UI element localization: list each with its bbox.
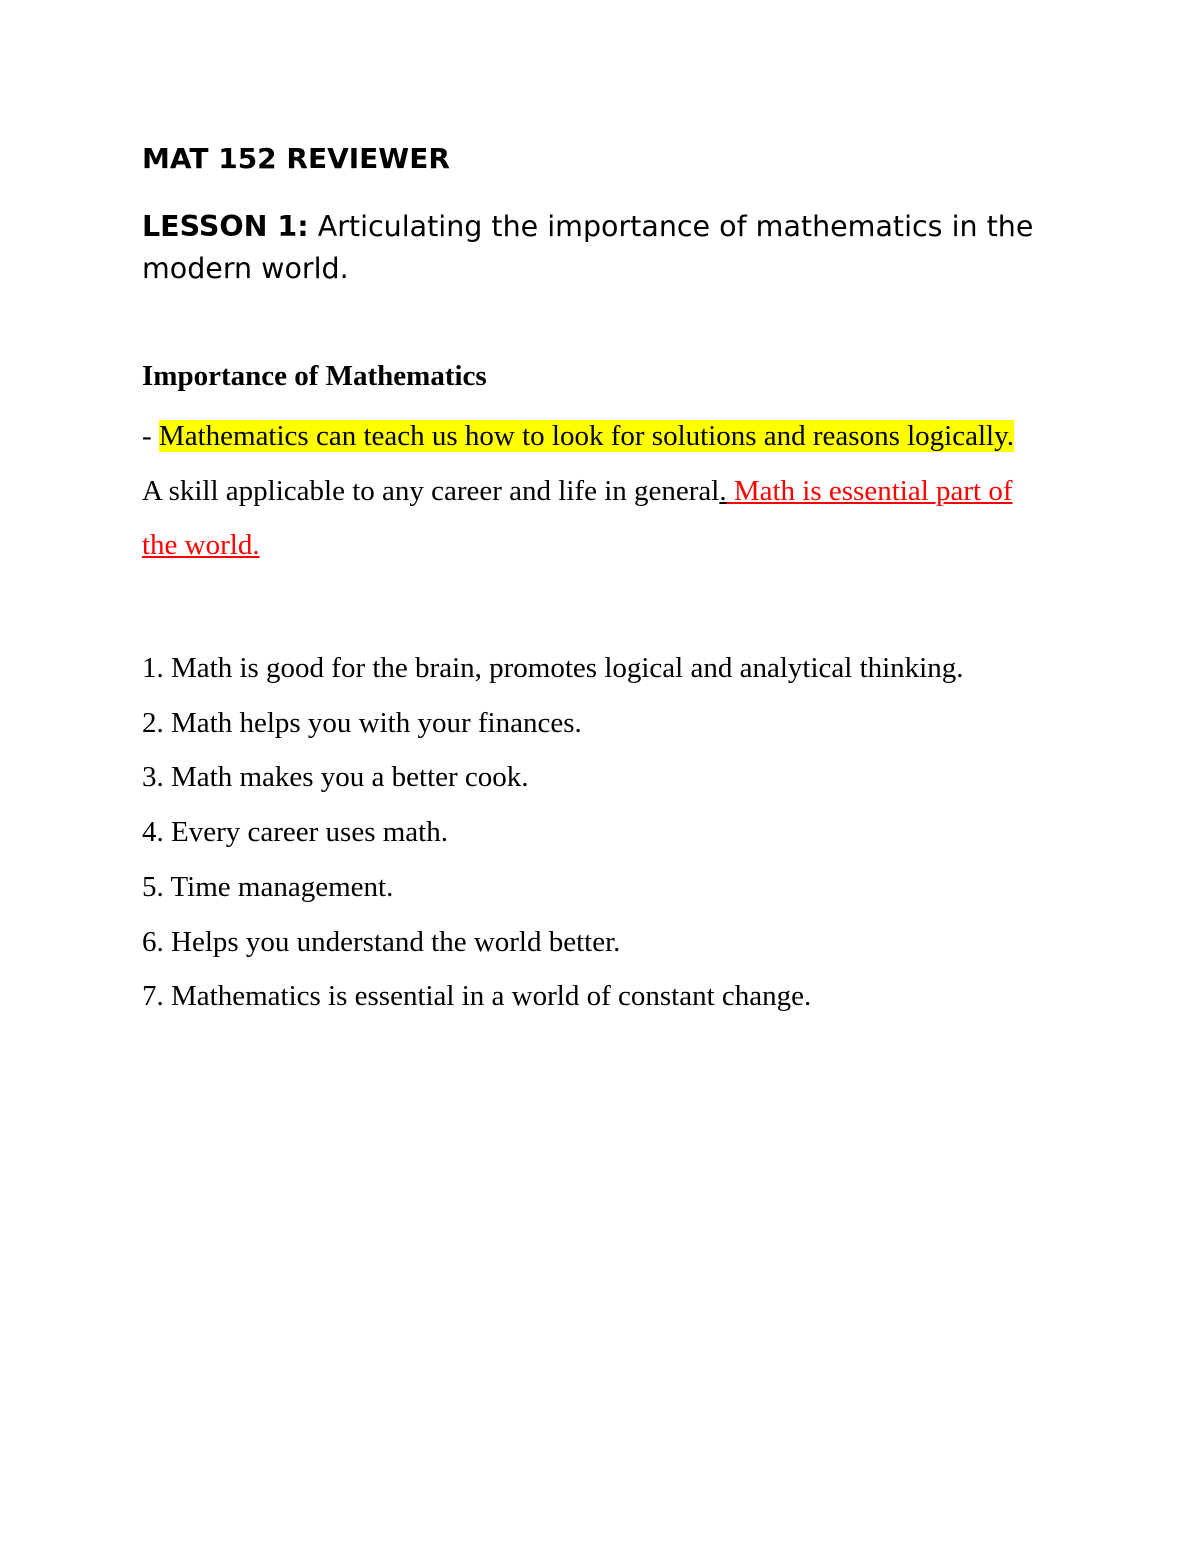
importance-paragraph: [142, 409, 1022, 573]
highlighted-text: Mathematics can teach us how to look for solutions and reasons logically.: [158, 420, 1014, 452]
paragraph-dash: -: [142, 420, 159, 452]
red-underlined-text: Math is essential part of the world.: [142, 474, 1013, 561]
section-heading: Importance of Mathematics: [142, 360, 487, 392]
list-item: 5. Time management.: [142, 870, 394, 903]
list-item: 7. Mathematics is essential in a world of constant change.: [142, 980, 812, 1013]
document-title: MAT 152 REVIEWER: [142, 142, 450, 175]
underlined-period: .: [719, 474, 727, 507]
lesson-text: Articulating the importance of mathematics in the modern world.: [142, 210, 1034, 285]
list-item: 4. Every career uses math.: [142, 816, 448, 849]
lesson-label: LESSON 1:: [142, 210, 309, 243]
list-item: 3. Math makes you a better cook.: [142, 761, 529, 794]
list-item: 2. Math helps you with your finances.: [142, 706, 582, 739]
paragraph-plain-text: A skill applicable to any career and life in general: [142, 474, 720, 507]
importance-list: [142, 641, 1102, 1024]
list-item: 6. Helps you understand the world better.: [142, 925, 621, 958]
list-item: 1. Math is good for the brain, promotes logical and analytical thinking.: [142, 652, 964, 684]
lesson-heading: [142, 206, 1042, 290]
